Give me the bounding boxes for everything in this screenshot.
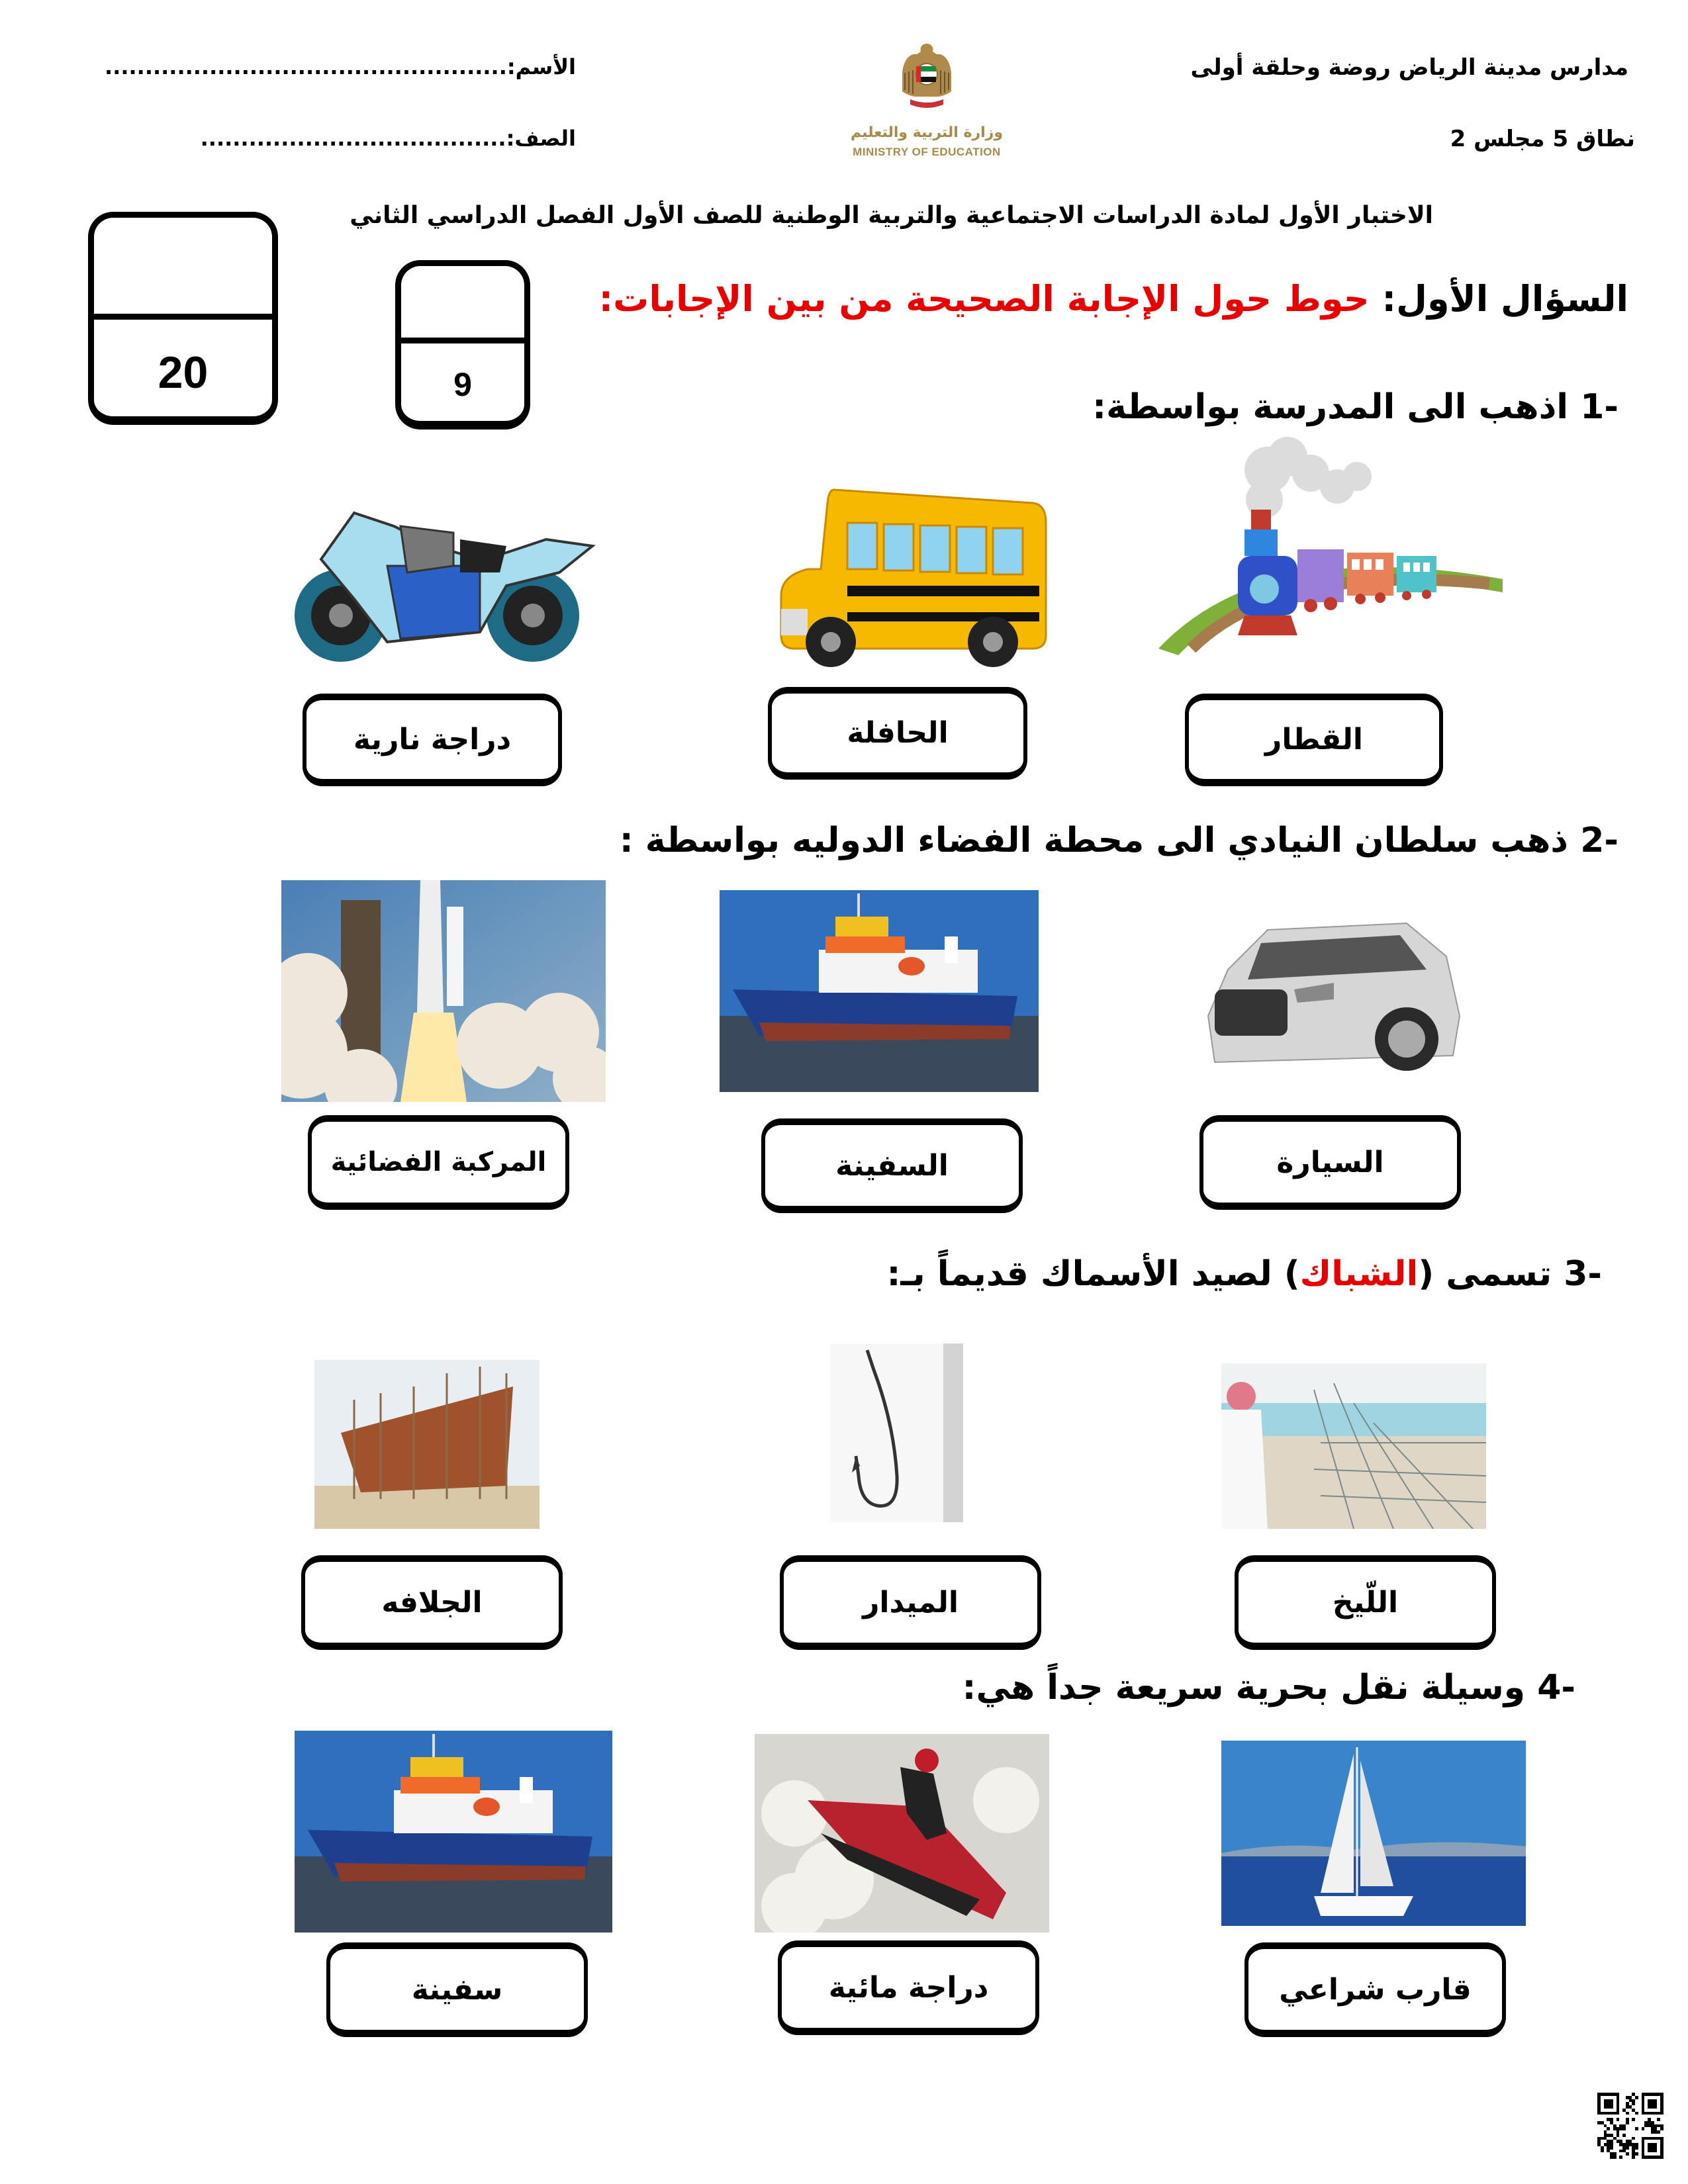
train-icon bbox=[1145, 437, 1516, 662]
school-name: مدارس مدينة الرياض روضة وحلقة أولى bbox=[1190, 54, 1628, 81]
answer-option-train[interactable]: القطار bbox=[1185, 694, 1443, 786]
answer-option-ship[interactable]: السفينة bbox=[761, 1118, 1023, 1213]
sailboat-photo bbox=[1221, 1741, 1526, 1926]
fishing-net-photo bbox=[1221, 1363, 1486, 1529]
answer-option-sailboat[interactable]: قارب شراعي bbox=[1244, 1942, 1506, 2037]
total-score-box bbox=[88, 212, 278, 425]
section-score-box bbox=[395, 260, 530, 430]
answer-option-motorcycle[interactable]: دراجة نارية bbox=[303, 694, 562, 786]
qr-code-icon bbox=[1597, 2093, 1664, 2159]
question-heading bbox=[599, 278, 1628, 320]
highlighted-term: الشباك bbox=[1299, 1254, 1419, 1294]
fishing-hook-photo bbox=[831, 1343, 963, 1522]
zone-info: نطاق 5 مجلس 2 bbox=[1450, 126, 1635, 152]
answer-option-spacecraft[interactable]: المركبة الفضائية bbox=[308, 1115, 569, 1210]
name-label: الأسم: bbox=[506, 54, 576, 79]
item-3-prompt: -3 تسمى (الشباك) لصيد الأسماك قديماً بـ: bbox=[886, 1254, 1602, 1294]
answer-option-jalafa[interactable]: الجلافه bbox=[301, 1555, 563, 1650]
class-field[interactable] bbox=[201, 126, 576, 151]
answer-option-ship-4[interactable]: سفينة bbox=[326, 1942, 588, 2037]
name-dots: .................................................. bbox=[105, 54, 507, 79]
total-score: 20 bbox=[158, 347, 209, 398]
uae-emblem-falcon-icon bbox=[890, 40, 963, 113]
ship-photo bbox=[720, 890, 1039, 1092]
space-shuttle-photo bbox=[281, 880, 606, 1102]
item-1-prompt: -1 اذهب الى المدرسة بواسطة: bbox=[1092, 387, 1618, 427]
exam-title: الاختبار الأول لمادة الدراسات الاجتماعية والتربية الوطنية للصف الأول الفصل الدراسي الثاني bbox=[350, 202, 1433, 229]
score-divider bbox=[401, 338, 524, 343]
class-dots: ...................................... bbox=[200, 126, 506, 151]
school-bus-icon bbox=[768, 477, 1059, 668]
motorcycle-icon bbox=[281, 500, 599, 668]
item-2-prompt: -2 ذهب سلطان النيادي الى محطة الفضاء الدوليه بواسطة : bbox=[619, 821, 1618, 860]
answer-option-meedar[interactable]: الميدار bbox=[780, 1555, 1041, 1650]
ship-photo bbox=[295, 1731, 612, 1933]
answer-option-jetski[interactable]: دراجة مائية bbox=[778, 1940, 1039, 2035]
car-photo bbox=[1188, 917, 1466, 1079]
jet-ski-photo bbox=[755, 1734, 1049, 1933]
question-instruction: حوط حول الإجابة الصحيحة من بين الإجابات: bbox=[598, 278, 1370, 320]
answer-option-laikh[interactable]: اللّيخ bbox=[1235, 1555, 1496, 1650]
class-label: الصف: bbox=[506, 126, 576, 151]
answer-option-bus[interactable]: الحافلة bbox=[768, 687, 1027, 780]
item-4-prompt: -4 وسيلة نقل بحرية سريعة جداً هي: bbox=[962, 1668, 1575, 1707]
question-label: السؤال الأول: bbox=[1382, 278, 1628, 320]
name-field[interactable] bbox=[105, 54, 576, 79]
dhow-construction-photo bbox=[314, 1360, 539, 1529]
answer-option-car[interactable]: السيارة bbox=[1199, 1115, 1461, 1210]
ministry-arabic-name: وزارة التربية والتعليم bbox=[851, 124, 1003, 141]
ministry-logo bbox=[827, 40, 1026, 165]
ministry-english-name: MINISTRY OF EDUCATION bbox=[853, 146, 1001, 158]
section-score: 9 bbox=[453, 366, 472, 403]
score-divider bbox=[94, 314, 272, 320]
